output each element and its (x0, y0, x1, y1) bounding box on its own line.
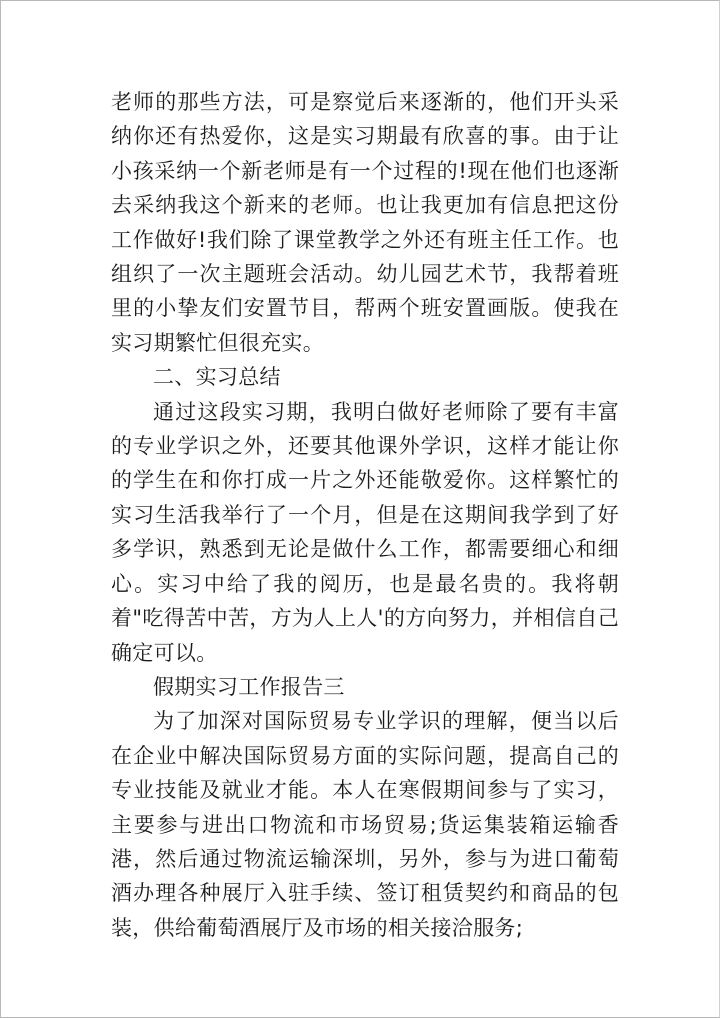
section-heading-report-three: 假期实习工作报告三 (153, 674, 345, 699)
section-heading-summary: 二、实习总结 (153, 365, 281, 390)
paragraph-3: 为了加深对国际贸易专业学识的理解，便当以后在企业中解决国际贸易方面的实际问题，提高自己的专业技能及就业才能。本人在寒假期间参与了实习，主要参与进出口物流和市场贸易;货运集装箱运输香港，然后通过物流运输深圳，另外，参与为进口葡萄酒办理各种展厅入驻手续、签订租赁契约和商品的包装，供给葡萄酒展厅及市场的相关接洽服务; (111, 709, 619, 940)
paragraph-2: 通过这段实习期，我明白做好老师除了要有丰富的专业学识之外，还要其他课外学识，这样才能让你的学生在和你打成一片之外还能敬爱你。这样繁忙的实习生活我举行了一个月，但是在这期间我学到了好多学识，熟悉到无论是做什么工作，都需要细心和细心。实习中给了我的阅历，也是最名贵的。我将朝着"吃得苦中苦，方为人上人'的方向努力，并相信自己确定可以。 (111, 399, 619, 665)
paragraph-1: 老师的那些方法，可是察觉后来逐渐的，他们开头采纳你还有热爱你，这是实习期最有欣喜的事。由于让小孩采纳一个新老师是有一个过程的!现在他们也逐渐去采纳我这个新来的老师。也让我更加有信息把这份工作做好!我们除了课堂教学之外还有班主任工作。也组织了一次主题班会活动。幼儿园艺术节，我帮着班里的小挚友们安置节目，帮两个班安置画版。使我在实习期繁忙但很充实。 (111, 90, 619, 355)
document-body (111, 85, 619, 945)
